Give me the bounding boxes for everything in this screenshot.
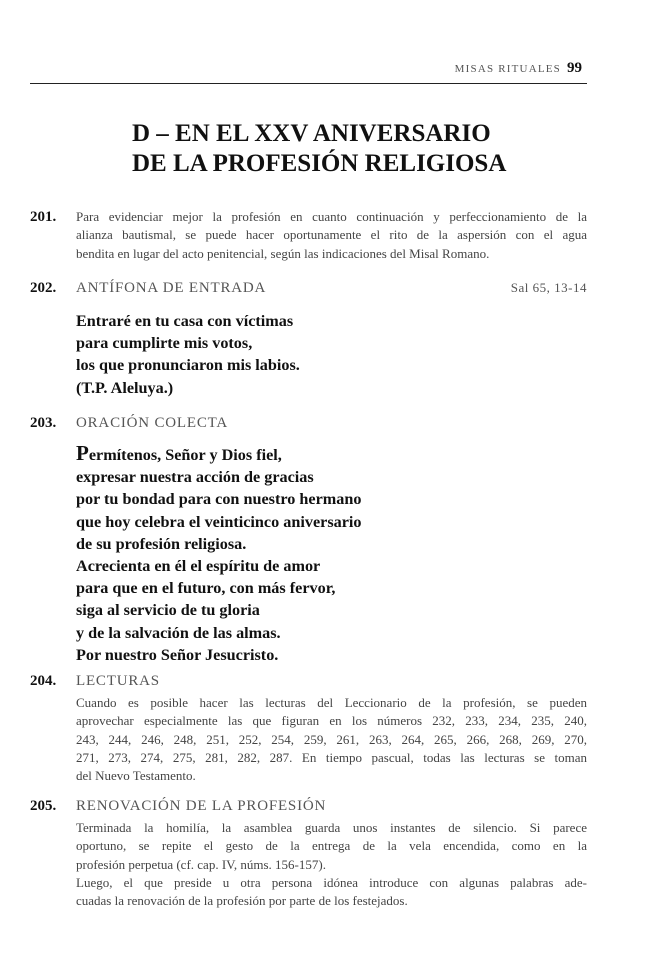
collect-prayer (76, 442, 362, 666)
first-line-text: ermítenos, Señor y Dios fiel, (88, 446, 282, 464)
body-line: Luego, el que preside u otra persona idónea introduce con algunas palabras ade- (76, 874, 587, 890)
body-line: Terminada la homilía, la asamblea guarda unos instantes de silencio. Si parece (76, 820, 587, 835)
title-line-1: D – EN EL XXV ANIVERSARIO (132, 120, 491, 147)
antiphon-line: los que pronunciaron mis labios. (76, 356, 300, 375)
body-line: cuadas la renovación de la profesión por parte de los festejados. (76, 893, 408, 909)
page-number: 99 (567, 60, 582, 76)
entrance-antiphon (76, 310, 300, 399)
prayer-line: que hoy celebra el veinticinco aniversario (76, 512, 362, 531)
body-line: 271, 273, 274, 275, 281, 282, 287. En tiempo pascual, todas las lecturas se toman (76, 749, 587, 765)
prayer-line: de su profesión religiosa. (76, 534, 247, 553)
section-heading: ORACIÓN COLECTA (76, 415, 229, 431)
body-line: Cuando es posible hacer las lecturas del Leccionario de la profesión, se pueden (76, 695, 587, 710)
paragraph-body (76, 819, 587, 910)
running-header (455, 60, 582, 77)
paragraph-number: 203. (30, 415, 57, 431)
body-line: Para evidenciar mejor la profesión en cuanto continuación y perfeccionamiento de la (76, 209, 587, 224)
header-rule (30, 83, 587, 84)
title-line-2: DE LA PROFESIÓN RELIGIOSA (132, 150, 507, 177)
paragraph-body (76, 208, 587, 263)
paragraph-number: 201. (30, 209, 57, 225)
prayer-line: siga al servicio de tu gloria (76, 601, 260, 620)
initial-letter: P (76, 441, 89, 465)
body-line: del Nuevo Testamento. (76, 768, 196, 784)
prayer-line: para que en el futuro, con más fervor, (76, 579, 336, 598)
prayer-line: expresar nuestra acción de gracias (76, 468, 314, 487)
paragraph-number: 204. (30, 673, 57, 689)
body-line: bendita en lugar del acto penitencial, según las indicaciones del Misal Romano. (76, 245, 490, 261)
prayer-line: y de la salvación de las almas. (76, 623, 281, 642)
paragraph-number: 205. (30, 798, 57, 814)
antiphon-line: para cumplirte mis votos, (76, 334, 253, 353)
section-heading: ANTÍFONA DE ENTRADA (76, 280, 267, 296)
prayer-line: por tu bondad para con nuestro hermano (76, 490, 362, 509)
body-line: oportuno, se repite el gesto de la entrega de la vela encendida, como en la (76, 838, 587, 854)
prayer-line: Por nuestro Señor Jesucristo. (76, 645, 279, 664)
psalm-reference: Sal 65, 13-14 (510, 280, 587, 295)
section-heading: LECTURAS (76, 673, 160, 689)
body-line: alianza bautismal, se puede hacer oportunamente el rito de la aspersión con el agua (76, 227, 587, 243)
running-title: MISAS RITUALES (454, 63, 561, 75)
antiphon-line: (T.P. Aleluya.) (76, 378, 174, 397)
body-line: profesión perpetua (cf. cap. IV, núms. 156-157). (76, 856, 326, 872)
prayer-line (76, 442, 362, 466)
paragraph-body (76, 694, 587, 785)
paragraph-number: 202. (30, 280, 57, 296)
body-line: 243, 244, 246, 248, 251, 252, 254, 259, 261, 263, 264, 265, 266, 268, 269, 270, (76, 731, 587, 747)
body-line: aprovechar especialmente las que figuran en los números 232, 233, 234, 235, 240, (76, 713, 587, 729)
prayer-line: Acrecienta en él el espíritu de amor (76, 557, 321, 576)
section-title (132, 119, 506, 179)
section-heading: RENOVACIÓN DE LA PROFESIÓN (76, 798, 327, 814)
antiphon-line: Entraré en tu casa con víctimas (76, 312, 294, 330)
